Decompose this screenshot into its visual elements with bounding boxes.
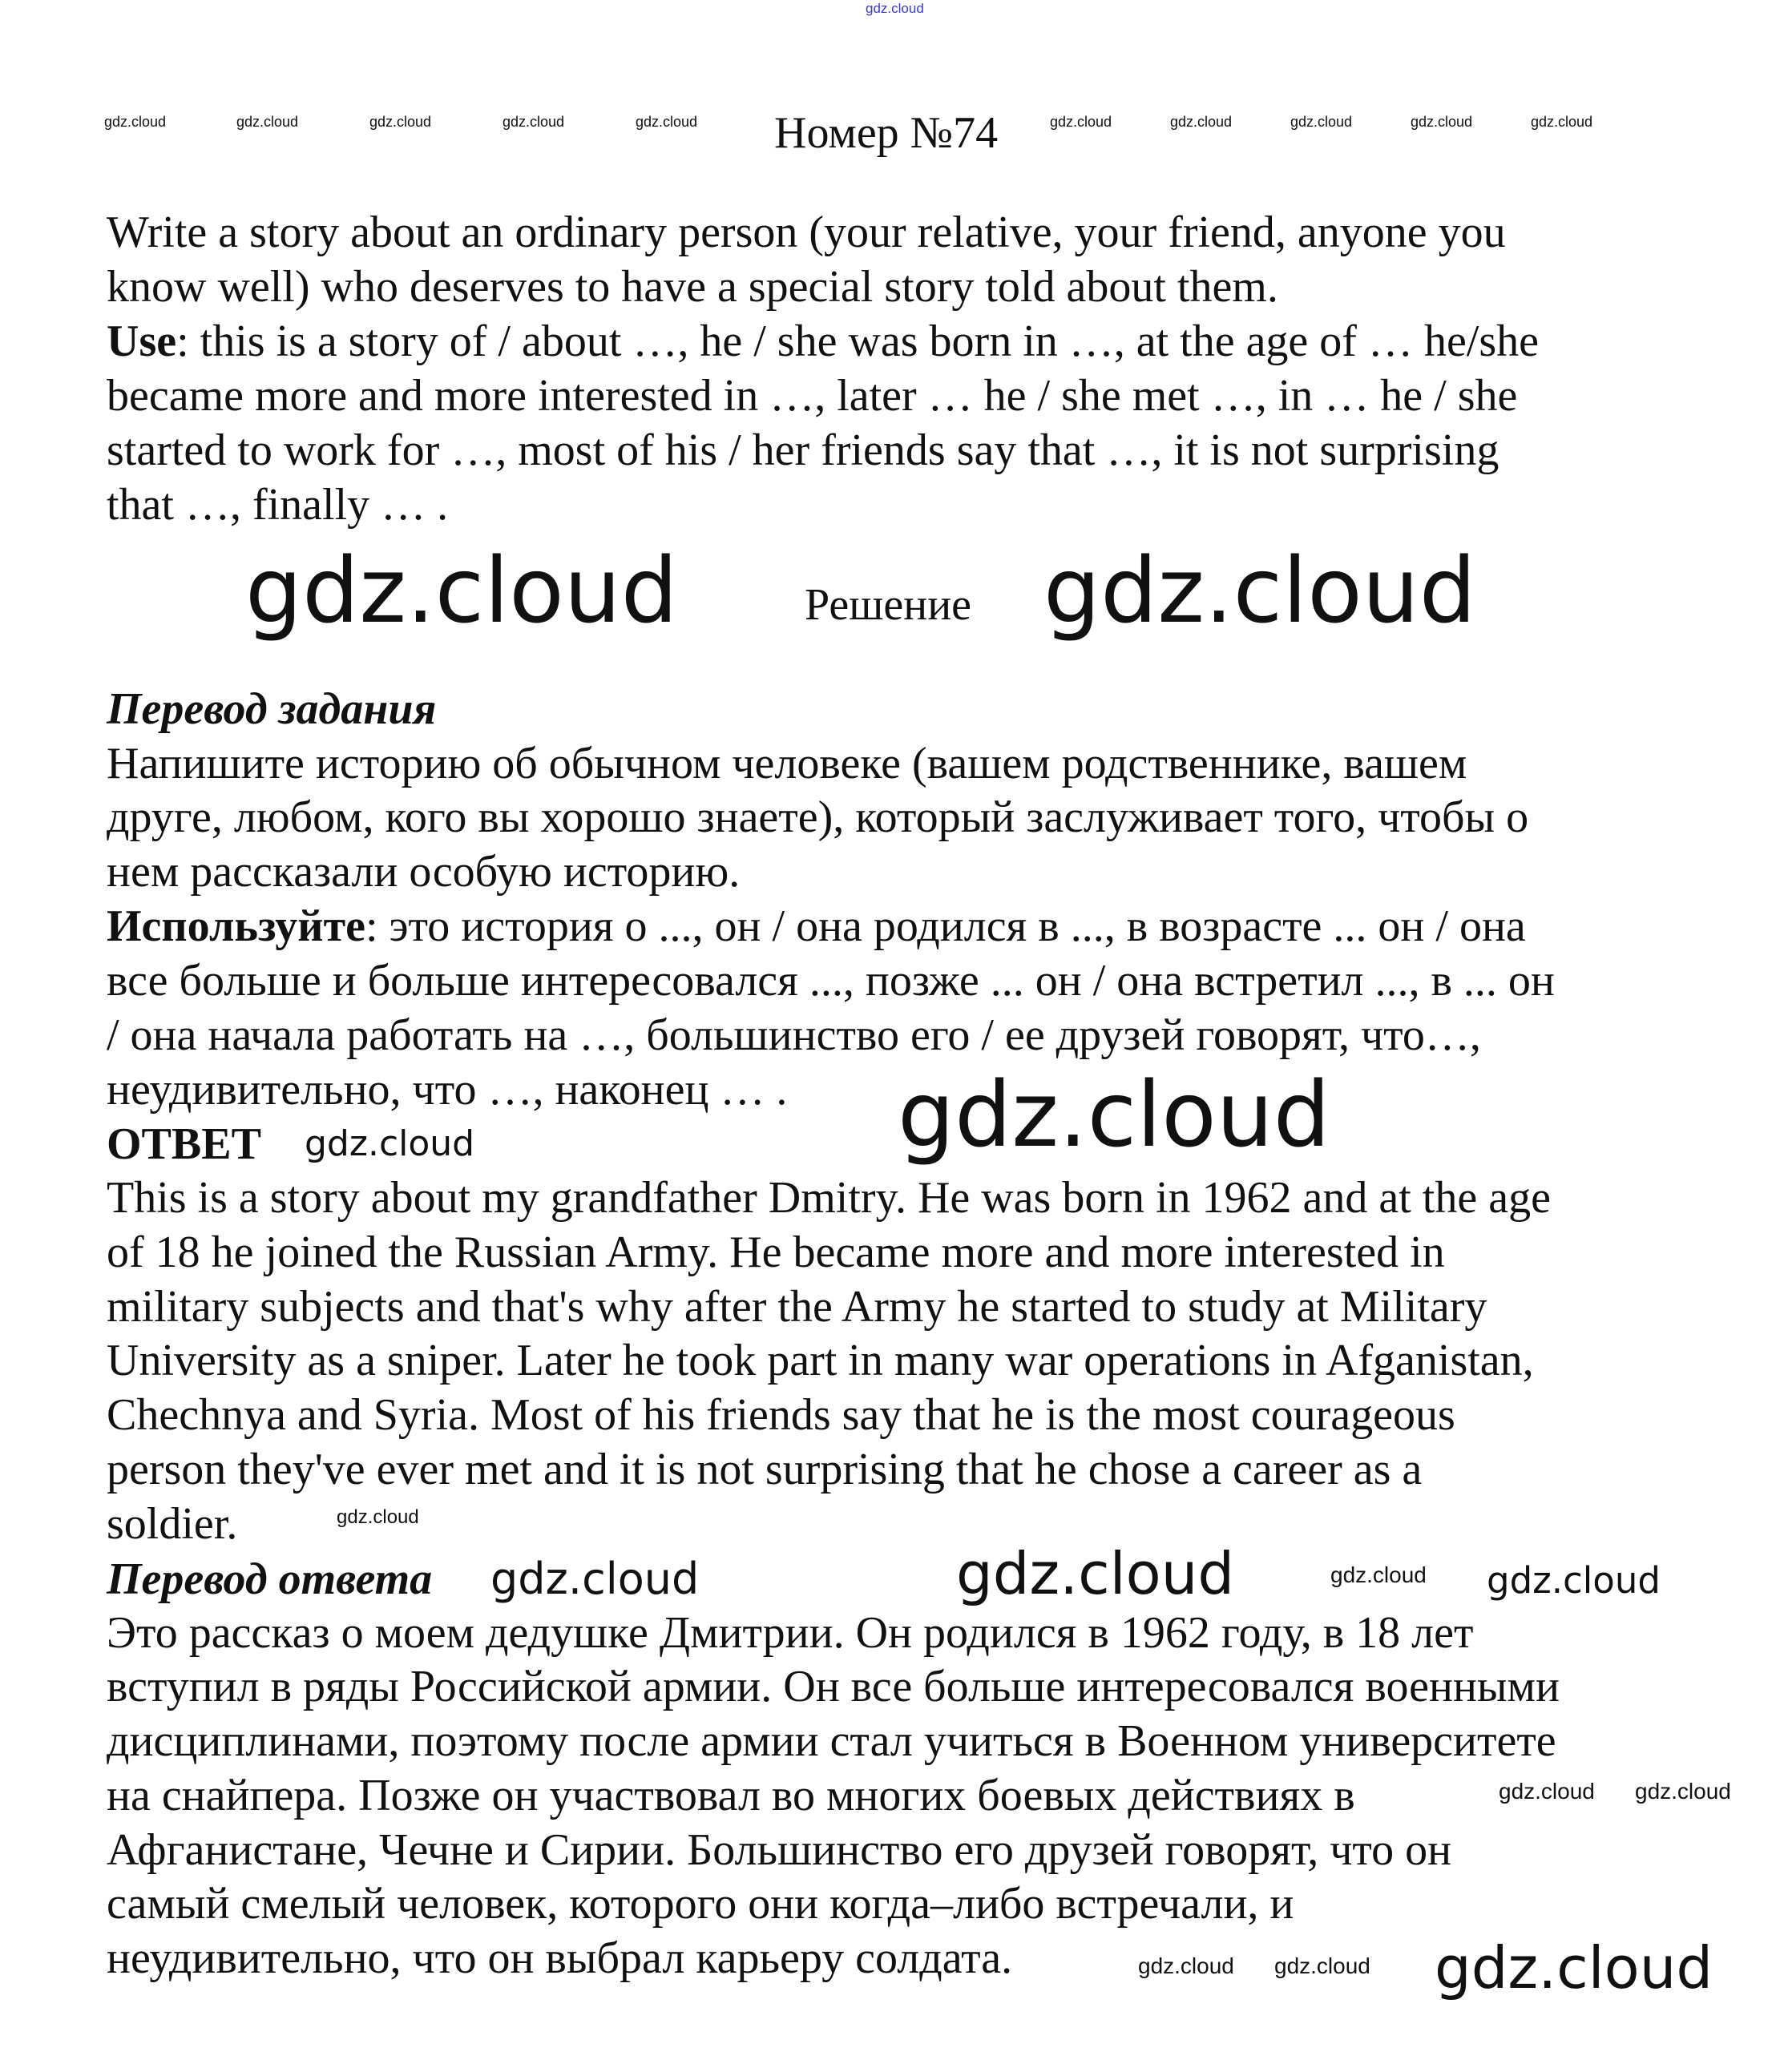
watermark-large: gdz.cloud bbox=[898, 1063, 1330, 1167]
translation-use-line bbox=[107, 899, 1526, 953]
translation-heading bbox=[107, 682, 436, 736]
answer-line: University as a sniper. Later he took part in many war operations in Afganistan, bbox=[107, 1336, 1534, 1385]
watermark: gdz.cloud bbox=[1274, 1953, 1370, 1978]
watermark: gdz.cloud bbox=[1531, 114, 1593, 130]
translation-line: друге, любом, кого вы хорошо знаете), который заслуживает того, чтобы о bbox=[107, 792, 1529, 842]
answer-line: military subjects and that's why after the Army he started to study at Military bbox=[107, 1282, 1487, 1332]
task-line: that …, finally … . bbox=[107, 480, 449, 530]
watermark: gdz.cloud bbox=[104, 114, 167, 130]
watermark: gdz.cloud bbox=[1050, 114, 1112, 130]
watermark-top: gdz.cloud bbox=[866, 1, 924, 16]
answer-line: This is a story about my grandfather Dmitry. He was born in 1962 and at the age bbox=[107, 1173, 1551, 1223]
watermark: gdz.cloud bbox=[1411, 114, 1473, 130]
answer-translation-line: самый смелый человек, которого они когда–либо встречали, и bbox=[107, 1879, 1294, 1929]
answer-line: Chechnya and Syria. Most of his friends say that he is the most courageous bbox=[107, 1390, 1455, 1440]
answer-line: person they've ever met and it is not surprising that he chose a career as a bbox=[107, 1445, 1423, 1494]
answer-heading-text: ОТВЕТ bbox=[107, 1119, 261, 1169]
answer-translation-line: дисциплинами, поэтому после армии стал учиться в Военном университете bbox=[107, 1716, 1556, 1766]
answer-translation-line: на снайпера. Позже он участвовал во многих боевых действиях в bbox=[107, 1771, 1355, 1820]
translation-line: все больше и больше интересовался ..., позже ... он / она встретил ..., в ... он bbox=[107, 956, 1555, 1006]
task-use-text: : this is a story of / about …, he / she was born in …, at the age of … he/she bbox=[176, 316, 1539, 366]
translation-line: неудивительно, что …, наконец … . bbox=[107, 1065, 788, 1115]
answer-line: soldier. bbox=[107, 1499, 238, 1549]
watermark: gdz.cloud bbox=[636, 114, 698, 130]
use-label-ru: Используйте bbox=[107, 901, 365, 951]
watermark: gdz.cloud bbox=[503, 114, 565, 130]
task-line: know well) who deserves to have a special story told about them. bbox=[107, 262, 1278, 312]
watermark: gdz.cloud bbox=[1330, 1562, 1427, 1587]
watermark: gdz.cloud bbox=[236, 114, 299, 130]
answer-heading bbox=[107, 1117, 261, 1171]
watermark: gdz.cloud bbox=[1635, 1779, 1731, 1804]
answer-translation-line: неудивительно, что он выбрал карьеру солдата. bbox=[107, 1933, 1013, 1983]
answer-translation-line: Это рассказ о моем дедушке Дмитрии. Он родился в 1962 году, в 18 лет bbox=[107, 1608, 1474, 1658]
answer-translation-line: Афганистане, Чечне и Сирии. Большинство его друзей говорят, что он bbox=[107, 1825, 1452, 1875]
solution-label: Решение bbox=[805, 580, 972, 630]
translation-heading-text: Перевод задания bbox=[107, 684, 437, 734]
watermark: gdz.cloud bbox=[305, 1123, 475, 1164]
watermark-large: gdz.cloud bbox=[1043, 539, 1476, 643]
watermark: gdz.cloud bbox=[1435, 1934, 1713, 2001]
watermark: gdz.cloud bbox=[369, 114, 432, 130]
watermark: gdz.cloud bbox=[1290, 114, 1353, 130]
watermark: gdz.cloud bbox=[1138, 1953, 1234, 1978]
translation-line: Напишите историю об обычном человеке (вашем родственнике, вашем bbox=[107, 739, 1467, 788]
watermark: gdz.cloud bbox=[490, 1554, 700, 1604]
watermark: gdz.cloud bbox=[337, 1506, 419, 1528]
watermark: gdz.cloud bbox=[1487, 1559, 1661, 1602]
task-line: became more and more interested in …, later … he / she met …, in … he / she bbox=[107, 371, 1518, 421]
answer-translation-heading-text: Перевод ответа bbox=[107, 1554, 433, 1604]
translation-use-text: : это история о ..., он / она родился в ..., в возрасте ... он / она bbox=[365, 901, 1526, 951]
answer-translation-heading bbox=[107, 1552, 432, 1606]
task-line: started to work for …, most of his / her friends say that …, it is not surprising bbox=[107, 425, 1500, 475]
task-line: Write a story about an ordinary person (your relative, your friend, anyone you bbox=[107, 208, 1506, 257]
answer-translation-line: вступил в ряды Российской армии. Он все больше интересовался военными bbox=[107, 1662, 1560, 1711]
watermark-large: gdz.cloud bbox=[245, 539, 678, 643]
watermark: gdz.cloud bbox=[956, 1540, 1235, 1607]
use-label: Use bbox=[107, 316, 177, 366]
answer-line: of 18 he joined the Russian Army. He became more and more interested in bbox=[107, 1227, 1445, 1277]
page-title: Номер №74 bbox=[774, 108, 999, 158]
task-use-line bbox=[107, 314, 1539, 369]
watermark: gdz.cloud bbox=[1499, 1779, 1595, 1804]
translation-line: нем рассказали особую историю. bbox=[107, 847, 741, 897]
watermark: gdz.cloud bbox=[1170, 114, 1233, 130]
translation-line: / она начала работать на …, большинство его / ее друзей говорят, что…, bbox=[107, 1010, 1481, 1060]
